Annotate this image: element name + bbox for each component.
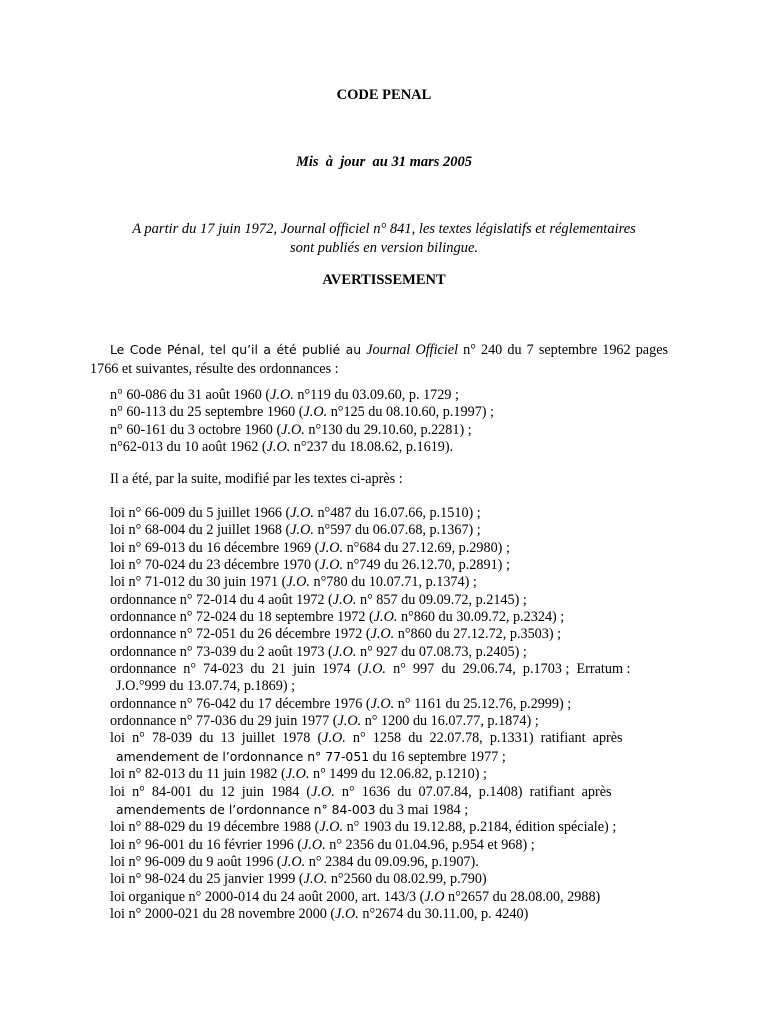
list-item: loi n° 66-009 du 5 juillet 1966 (J.O. n°487 du 16.07.66, p.1510) ;	[110, 505, 481, 521]
para1-text-a: Le Code Pénal, tel qu’il a été publié au	[110, 342, 362, 357]
list-item: n°62-013 du 10 août 1962 (J.O. n°237 du 18.08.62, p.1619).	[110, 439, 454, 456]
intro-line-2: sont publiés en version bilingue.	[289, 240, 479, 256]
list-item: ordonnance n° 72-051 du 26 décembre 1972 (J.O. n°860 du 27.12.72, p.3503) ;	[110, 626, 562, 643]
list-item: loi n° 69-013 du 16 décembre 1969 (J.O. n°684 du 27.12.69, p.2980) ;	[110, 539, 510, 556]
para1-text-c: n° 240 du 7 septembre 1962 pages 1766 et suivantes, résulte des ordonnances :	[90, 342, 669, 377]
list-item-continuation: amendement de l’ordonnance n° 77-051 du 16 septembre 1977 ;	[116, 748, 506, 765]
list-item: loi n° 84-001 du 12 juin 1984 (J.O. n° 1636 du 07.07.84, p.1408) ratifiant après	[110, 783, 612, 800]
list-item: loi n° 71-012 du 30 juin 1971 (J.O. n°780 du 10.07.71, p.1374) ;	[110, 574, 477, 591]
intro-text	[0, 220, 768, 258]
ordinance-list	[110, 387, 670, 456]
list-item: loi n° 88-029 du 19 décembre 1988 (J.O. n° 1903 du 19.12.88, p.2184, édition spéciale) ;	[110, 819, 617, 836]
notice-heading: AVERTISSEMENT	[322, 272, 446, 288]
list-item: n° 60-161 du 3 octobre 1960 (J.O. n°130 du 29.10.60, p.2281) ;	[110, 421, 472, 438]
para2-text: Il a été, par la suite, modifié par les textes ci-après :	[110, 471, 403, 487]
list-item: n° 60-086 du 31 août 1960 (J.O. n°119 du 03.09.60, p. 1729 ;	[110, 387, 459, 403]
list-item: loi n° 68-004 du 2 juillet 1968 (J.O. n°597 du 06.07.68, p.1367) ;	[110, 522, 481, 539]
list-item: loi n° 70-024 du 23 décembre 1970 (J.O. n°749 du 26.12.70, p.2891) ;	[110, 557, 510, 574]
para1-journal: Journal Officiel	[366, 342, 459, 358]
list-item: loi organique n° 2000-014 du 24 août 2000, art. 143/3 (J.O n°2657 du 28.08.00, 2988)	[110, 888, 601, 905]
list-item: loi n° 96-001 du 16 février 1996 (J.O. n° 2356 du 01.04.96, p.954 et 968) ;	[110, 836, 535, 853]
amendment-list	[110, 505, 670, 923]
intro-paragraph	[90, 340, 668, 379]
list-item: ordonnance n° 74-023 du 21 juin 1974 (J.O. n° 997 du 29.06.74, p.1703 ; Erratum :	[110, 661, 631, 678]
list-item: n° 60-113 du 25 septembre 1960 (J.O. n°125 du 08.10.60, p.1997) ;	[110, 404, 494, 421]
list-item: ordonnance n° 76-042 du 17 décembre 1976 (J.O. n° 1161 du 25.12.76, p.2999) ;	[110, 695, 572, 712]
list-item-continuation: amendements de l’ordonnance n° 84-003 du 3 mai 1984 ;	[116, 801, 469, 818]
list-item-continuation: J.O.°999 du 13.07.74, p.1869) ;	[116, 678, 296, 695]
intro-line-1: A partir du 17 juin 1972, Journal officiel n° 841, les textes législatifs et réglementaires	[132, 221, 636, 237]
document-title: CODE PENAL	[336, 87, 432, 103]
list-item: loi n° 98-024 du 25 janvier 1999 (J.O. n°2560 du 08.02.99, p.790)	[110, 871, 487, 888]
document-subtitle: Mis à jour au 31 mars 2005	[295, 154, 473, 170]
list-item: ordonnance n° 73-039 du 2 août 1973 (J.O. n° 927 du 07.08.73, p.2405) ;	[110, 643, 527, 660]
list-item: ordonnance n° 72-014 du 4 août 1972 (J.O. n° 857 du 09.09.72, p.2145) ;	[110, 591, 527, 608]
list-item: loi n° 78-039 du 13 juillet 1978 (J.O. n° 1258 du 22.07.78, p.1331) ratifiant après	[110, 730, 623, 747]
list-item: loi n° 82-013 du 11 juin 1982 (J.O. n° 1499 du 12.06.82, p.1210) ;	[110, 766, 487, 783]
list-item: ordonnance n° 72-024 du 18 septembre 1972 (J.O. n°860 du 30.09.72, p.2324) ;	[110, 609, 565, 626]
list-item: loi n° 96-009 du 9 août 1996 (J.O. n° 2384 du 09.09.96, p.1907).	[110, 853, 479, 870]
list-item: loi n° 2000-021 du 28 novembre 2000 (J.O. n°2674 du 30.11.00, p. 4240)	[110, 905, 529, 922]
list-item: ordonnance n° 77-036 du 29 juin 1977 (J.O. n° 1200 du 16.07.77, p.1874) ;	[110, 713, 539, 730]
